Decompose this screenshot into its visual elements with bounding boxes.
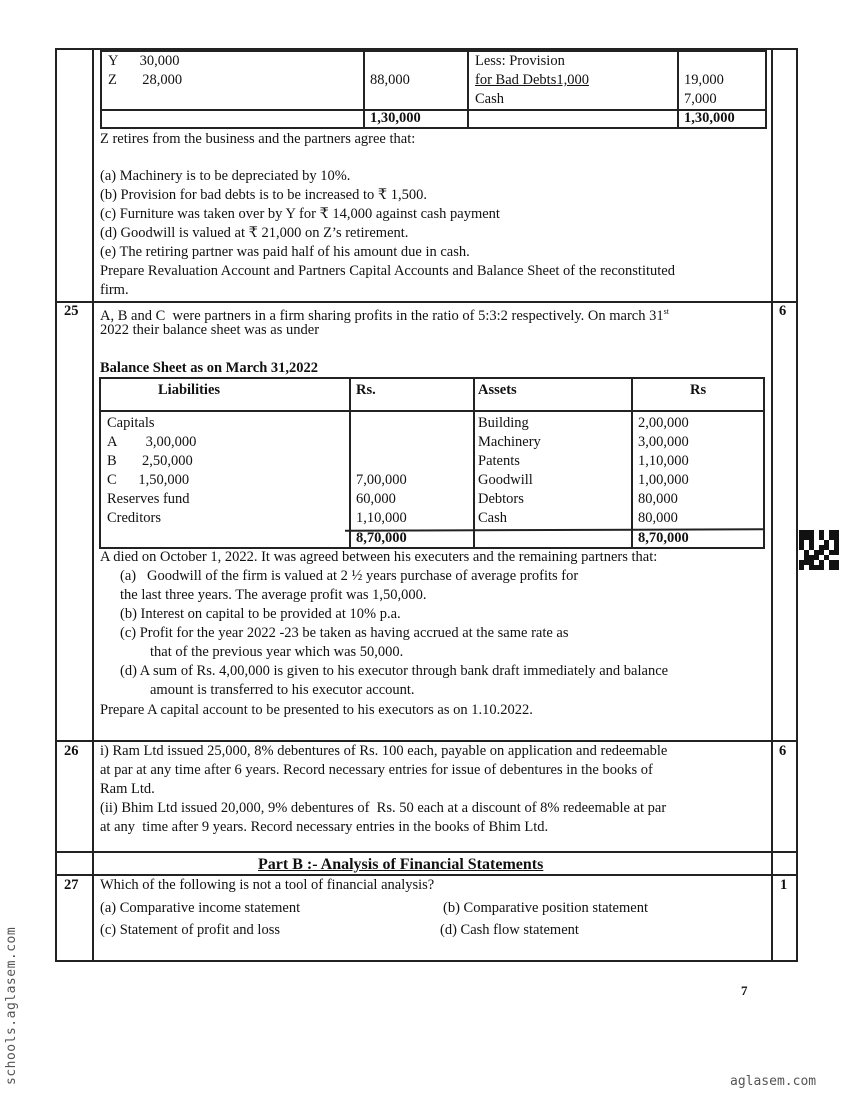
column-divider bbox=[92, 48, 94, 961]
balance-sheet-cell: Debtors bbox=[478, 491, 524, 507]
q26-line: Ram Ltd. bbox=[100, 781, 155, 797]
q25-after: that of the previous year which was 50,000. bbox=[150, 644, 404, 660]
header-assets: Assets bbox=[478, 382, 517, 398]
option-a: (a) Comparative income statement bbox=[100, 900, 301, 916]
superscript: st bbox=[663, 307, 669, 316]
q25-after: (a) Goodwill of the firm is valued at 2 ½ years purchase of average profits for bbox=[120, 568, 579, 584]
less-provision: Less: Provision bbox=[475, 53, 565, 69]
balance-sheet-cell: Goodwill bbox=[478, 472, 533, 488]
balance-sheet-cell: Cash bbox=[478, 510, 507, 526]
balance-sheet-cell: Patents bbox=[478, 453, 520, 469]
header-rs: Rs. bbox=[356, 382, 376, 398]
watermark: schools.aglasem.com bbox=[4, 926, 19, 1085]
total-left: 1,30,000 bbox=[370, 110, 421, 126]
balance-sheet-cell: 2,00,000 bbox=[638, 415, 689, 431]
q25-line: A, B and C were partners in a firm sharing profits in the ratio of 5:3:2 respectively. On march 31 bbox=[100, 307, 664, 324]
balance-sheet-cell: 3,00,000 bbox=[638, 434, 689, 450]
balance-sheet-cell: B 2,50,000 bbox=[107, 453, 193, 469]
debtors-net: 19,000 bbox=[684, 72, 724, 88]
q26-line: at par at any time after 6 years. Record necessary entries for issue of debentures in the books of bbox=[100, 762, 653, 778]
part-b-heading: Part B :- Analysis of Financial Statements bbox=[258, 856, 544, 873]
q24-prepare: firm. bbox=[100, 282, 129, 298]
q24-prepare: Prepare Revaluation Account and Partners Capital Accounts and Balance Sheet of the reconstituted bbox=[100, 263, 675, 279]
total-assets: 8,70,000 bbox=[638, 530, 689, 546]
balance-sheet-cell: 1,10,000 bbox=[356, 510, 407, 526]
q25-after: (b) Interest on capital to be provided at 10% p.a. bbox=[120, 606, 401, 622]
q24-item: (b) Provision for bad debts is to be increased to ₹ 1,500. bbox=[100, 187, 427, 203]
cash-value: 7,000 bbox=[684, 91, 717, 107]
q25-after: Prepare A capital account to be presented to his executors as on 1.10.2022. bbox=[100, 702, 533, 718]
q26-line: (ii) Bhim Ltd issued 20,000, 9% debentures of Rs. 50 each at a discount of 8% redeemable at par bbox=[100, 800, 667, 816]
marks: 6 bbox=[779, 743, 787, 759]
qr-code-icon bbox=[799, 530, 839, 570]
balance-sheet-cell: Reserves fund bbox=[107, 491, 190, 507]
q25-after: (d) A sum of Rs. 4,00,000 is given to his executor through bank draft immediately and balance bbox=[120, 663, 669, 679]
q25-after: the last three years. The average profit was 1,50,000. bbox=[120, 587, 427, 603]
question-number: 27 bbox=[64, 877, 79, 893]
option-b: (b) Comparative position statement bbox=[443, 900, 648, 916]
q25-after: A died on October 1, 2022. It was agreed between his executers and the remaining partners that: bbox=[100, 549, 658, 565]
q24-item: (c) Furniture was taken over by Y for ₹ 14,000 against cash payment bbox=[100, 206, 500, 222]
header-liabilities: Liabilities bbox=[158, 382, 221, 398]
marks: 6 bbox=[779, 303, 787, 319]
q26-line: i) Ram Ltd issued 25,000, 8% debentures of Rs. 100 each, payable on application and redeemable bbox=[100, 743, 668, 759]
cash-label: Cash bbox=[475, 91, 504, 107]
q25-after: (c) Profit for the year 2022 -23 be taken as having accrued at the same rate as bbox=[120, 625, 569, 641]
q27-question: Which of the following is not a tool of financial analysis? bbox=[100, 877, 435, 893]
row-divider bbox=[55, 851, 798, 853]
balance-sheet-cell: C 1,50,000 bbox=[107, 472, 190, 488]
q25-after: amount is transferred to his executor account. bbox=[150, 682, 415, 698]
option-c: (c) Statement of profit and loss bbox=[100, 922, 280, 938]
capital-z: Z 28,000 bbox=[108, 72, 183, 88]
balance-sheet-cell: A 3,00,000 bbox=[107, 434, 197, 450]
q25-line: 2022 their balance sheet was as under bbox=[100, 322, 320, 338]
footer-site: aglasem.com bbox=[730, 1074, 817, 1089]
q24-item: (d) Goodwill is valued at ₹ 21,000 on Z’s retirement. bbox=[100, 225, 409, 241]
q24-item: (a) Machinery is to be depreciated by 10%. bbox=[100, 168, 351, 184]
balance-sheet-cell: Creditors bbox=[107, 510, 161, 526]
row-divider bbox=[55, 960, 798, 962]
total-right: 1,30,000 bbox=[684, 110, 735, 126]
balance-sheet-cell: 80,000 bbox=[638, 491, 678, 507]
marks: 1 bbox=[780, 877, 788, 893]
balance-sheet-cell: Machinery bbox=[478, 434, 541, 450]
outer-border-right bbox=[796, 48, 798, 961]
balance-sheet-cell: Building bbox=[478, 415, 529, 431]
balance-sheet-title: Balance Sheet as on March 31,2022 bbox=[100, 360, 319, 376]
q24-item: (e) The retiring partner was paid half of his amount due in cash. bbox=[100, 244, 470, 260]
capital-y: Y 30,000 bbox=[108, 53, 180, 69]
total-liabilities: 8,70,000 bbox=[356, 530, 407, 546]
q24-intro: Z retires from the business and the partners agree that: bbox=[100, 131, 416, 147]
balance-sheet-cell: 80,000 bbox=[638, 510, 678, 526]
question-number: 26 bbox=[64, 743, 79, 759]
option-d: (d) Cash flow statement bbox=[440, 922, 579, 938]
header-rs: Rs bbox=[690, 382, 707, 398]
outer-border-left bbox=[55, 48, 57, 961]
balance-sheet-cell: 7,00,000 bbox=[356, 472, 407, 488]
page-number: 7 bbox=[741, 983, 748, 998]
bad-debts: for Bad Debts1,000 bbox=[475, 72, 589, 88]
balance-sheet-cell: 1,10,000 bbox=[638, 453, 689, 469]
capital-total: 88,000 bbox=[370, 72, 410, 88]
q26-line: at any time after 9 years. Record necessary entries in the books of Bhim Ltd. bbox=[100, 819, 549, 835]
column-divider bbox=[771, 48, 773, 961]
question-number: 25 bbox=[64, 303, 79, 319]
balance-sheet-cell: 1,00,000 bbox=[638, 472, 689, 488]
balance-sheet-cell: 60,000 bbox=[356, 491, 396, 507]
balance-sheet-cell: Capitals bbox=[107, 415, 155, 431]
